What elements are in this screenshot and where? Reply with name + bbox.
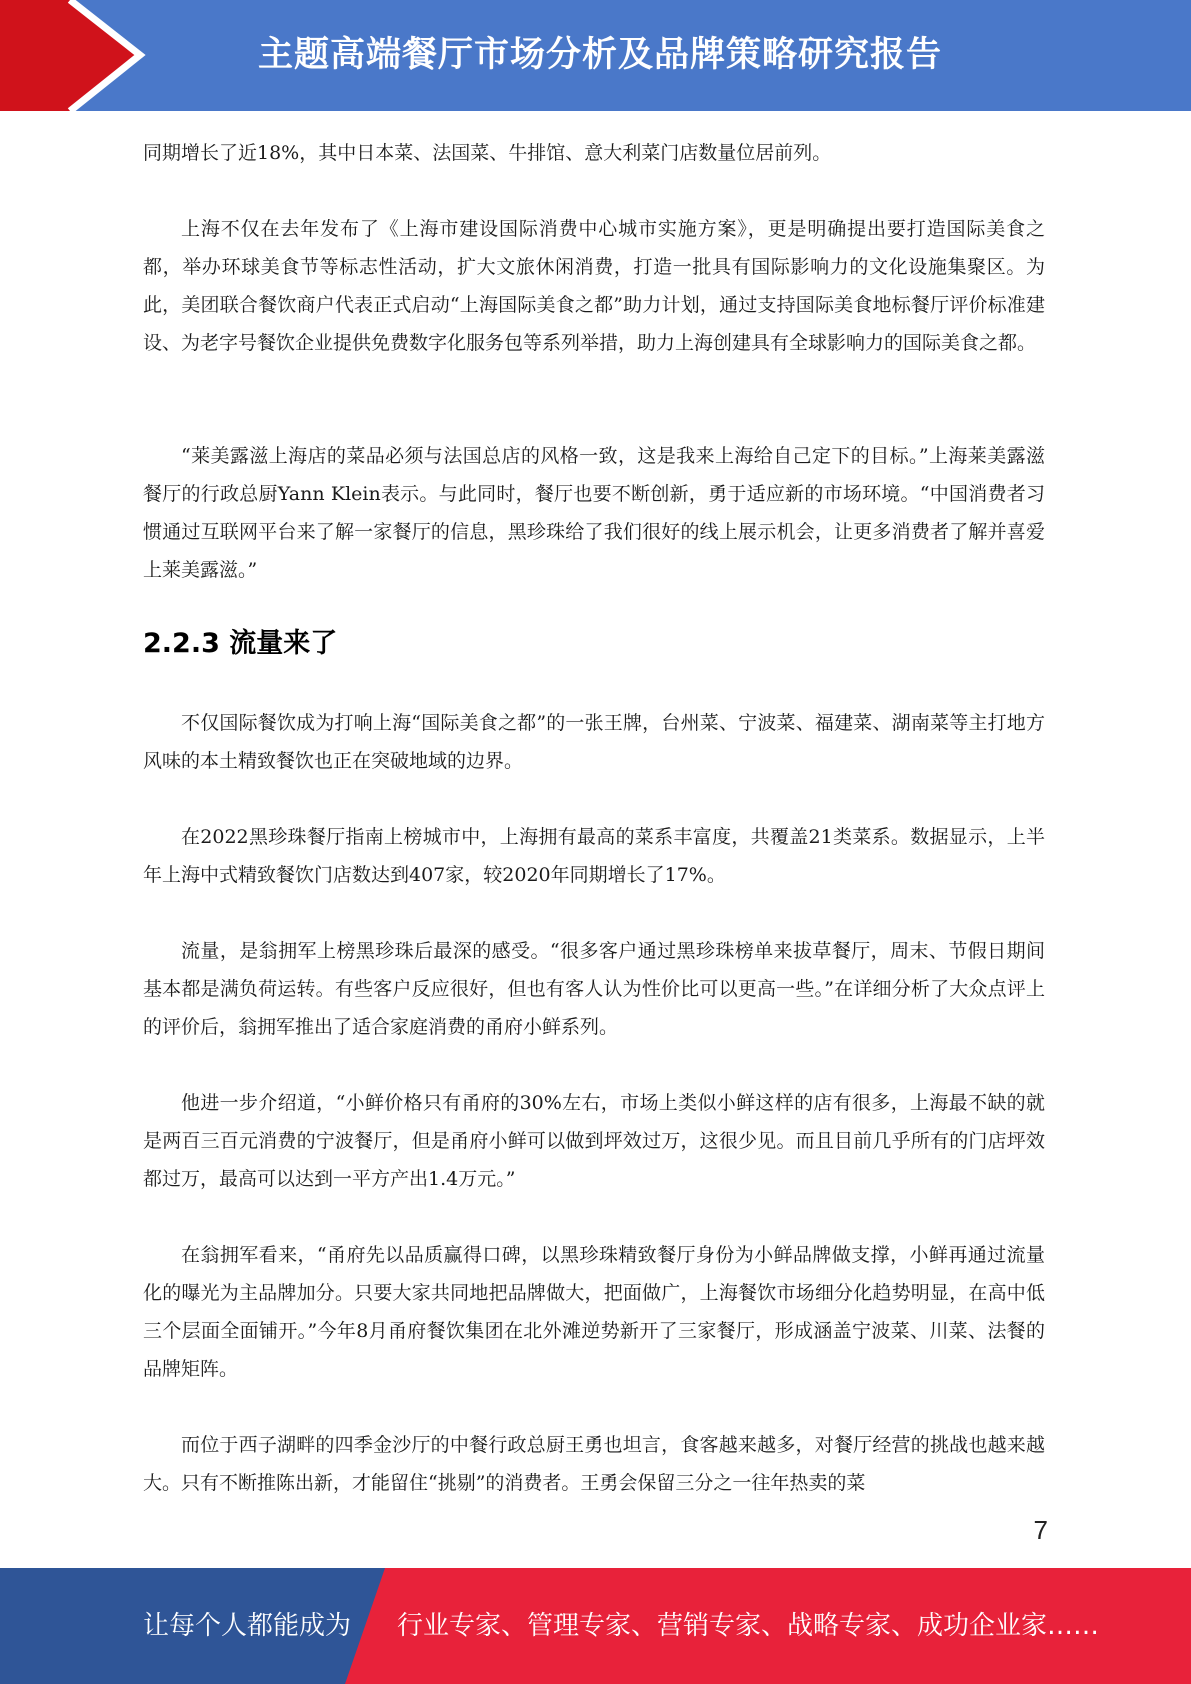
section-heading: 2.2.3 流量来了	[143, 628, 338, 659]
report-title: 主题高端餐厅市场分析及品牌策略研究报告	[258, 35, 943, 75]
body-paragraph: 他进一步介绍道，“小鲜价格只有甬府的30%左右，市场上类似小鲜这样的店有很多，上海最不缺的就是两百三百元消费的宁波餐厅，但是甬府小鲜可以做到坪效过万，这很少见。而且目前几乎所有的门店坪效都过万，最高可以达到一平方产出1.4万元。”	[143, 1092, 1045, 1190]
page-number: 7	[1033, 1515, 1048, 1545]
body-paragraph: “莱美露滋上海店的菜品必须与法国总店的风格一致，这是我来上海给自己定下的目标。”上海莱美露滋餐厅的行政总厨Yann Klein表示。与此同时，餐厅也要不断创新，勇于适应新的市场环境。“中国消费者习惯通过互联网平台来了解一家餐厅的信息，黑珍珠给了我们很好的线上展示机会，让更多消费者了解并喜爱上莱美露滋。”	[143, 445, 1045, 581]
body-paragraph: 在翁拥军看来，“甬府先以品质赢得口碑，以黑珍珠精致餐厅身份为小鲜品牌做支撑，小鲜再通过流量化的曝光为主品牌加分。只要大家共同地把品牌做大，把面做广，上海餐饮市场细分化趋势明显，在高中低三个层面全面铺开。”今年8月甬府餐饮集团在北外滩逆势新开了三家餐厅，形成涵盖宁波菜、川菜、法餐的品牌矩阵。	[143, 1244, 1045, 1380]
body-paragraph: 不仅国际餐饮成为打响上海“国际美食之都”的一张王牌，台州菜、宁波菜、福建菜、湖南菜等主打地方风味的本土精致餐饮也正在突破地域的边界。	[143, 712, 1045, 772]
body-paragraph: 流量，是翁拥军上榜黑珍珠后最深的感受。“很多客户通过黑珍珠榜单来拔草餐厅，周末、节假日期间基本都是满负荷运转。有些客户反应很好，但也有客人认为性价比可以更高一些。”在详细分析了大众点评上的评价后，翁拥军推出了适合家庭消费的甬府小鲜系列。	[143, 940, 1045, 1038]
footer-slogan-right: 行业专家、管理专家、营销专家、战略专家、成功企业家……	[397, 1611, 1100, 1641]
body-paragraph: 上海不仅在去年发布了《上海市建设国际消费中心城市实施方案》，更是明确提出要打造国际美食之都，举办环球美食节等标志性活动，扩大文旅休闲消费，打造一批具有国际影响力的文化设施集聚区。为此，美团联合餐饮商户代表正式启动“上海国际美食之都”助力计划，通过支持国际美食地标餐厅评价标准建设、为老字号餐饮企业提供免费数字化服务包等系列举措，助力上海创建具有全球影响力的国际美食之都。	[143, 218, 1045, 354]
footer-slogan-left: 让每个人都能成为	[143, 1611, 352, 1641]
page-header	[0, 0, 1191, 111]
page-footer	[0, 1568, 1191, 1684]
body-paragraph: 在2022黑珍珠餐厅指南上榜城市中，上海拥有最高的菜系丰富度，共覆盖21类菜系。数据显示，上半年上海中式精致餐饮门店数达到407家，较2020年同期增长了17%。	[143, 826, 1045, 886]
body-paragraph: 同期增长了近18%，其中日本菜、法国菜、牛排馆、意大利菜门店数量位居前列。	[143, 142, 832, 164]
body-paragraph: 而位于西子湖畔的四季金沙厅的中餐行政总厨王勇也坦言，食客越来越多，对餐厅经营的挑战也越来越大。只有不断推陈出新，才能留住“挑剔”的消费者。王勇会保留三分之一往年热卖的菜	[143, 1434, 1045, 1494]
